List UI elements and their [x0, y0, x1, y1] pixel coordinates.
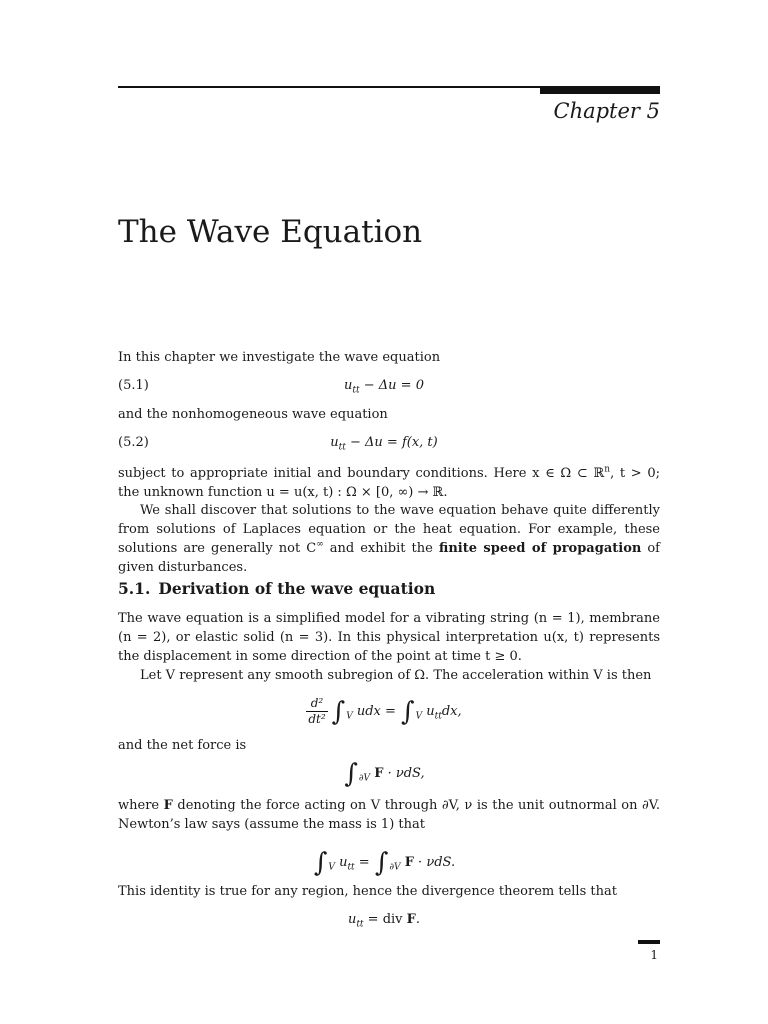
net-force-line: and the net force is — [118, 738, 247, 753]
equation-acceleration: $\frac{\text{d²}}{\text{dt²}}$ $\int_V$ udx = $\int_V$ $u_{tt}dx$, — [308, 696, 462, 727]
equation-newton: $\int_V$ $u_{tt} = \int_{\partial V}$ F · νdS. — [313, 848, 456, 878]
intro-line-1: In this chapter we investigate the wave equation — [118, 350, 441, 365]
chapter-label: Chapter 5 — [553, 99, 660, 123]
equation-divergence: $u_{tt}$ = div F. — [347, 912, 421, 930]
equation-number-5-1: (5.1) — [118, 378, 149, 393]
page-number: 1 — [650, 948, 658, 962]
section-paragraph-2: Let V represent any smooth subregion of Ω. The acceleration within V is then — [140, 668, 652, 683]
intro-paragraph-1: subject to appropriate initial and boundary conditions. Here x ∈ Ω ⊂ ℝ$^n$, t > 0; the unknown function u = u(x, t) : Ω × [0, ∞) → ℝ. — [118, 464, 660, 500]
equation-5-2: $u_{tt} - \Delta u = f(x$, t) — [330, 435, 438, 453]
identity-line: This identity is true for any region, hence the divergence theorem tells that — [118, 884, 617, 899]
equation-net-force: $\int_{\partial V}$ F · νdS, — [344, 759, 425, 789]
section-paragraph-3: where F denoting the force acting on V through ∂V, ν is the unit outnormal on ∂V. Newton’s law says (assume the mass is 1) that — [118, 798, 661, 832]
intro-line-2: and the nonhomogeneous wave equation — [118, 407, 388, 422]
page-number-bar — [638, 940, 660, 944]
section-heading: 5.1. Derivation of the wave equation — [118, 579, 436, 598]
equation-5-1: $u_{tt} - \Delta u = 0$ — [344, 378, 424, 396]
equation-number-5-2: (5.2) — [118, 435, 149, 450]
header-rule-accent — [540, 86, 660, 94]
section-paragraph-1: The wave equation is a simplified model for a vibrating string (n = 1), membrane (n = 2), or elastic solid (n = 3). In this physical interpretation u(x, t) represents the displacement in some direction of the point at time t ≥ 0. — [118, 611, 660, 664]
chapter-title: The Wave Equation — [118, 214, 423, 250]
derivative-fraction: $\frac{\text{d²}}{\text{dt²}}$ — [308, 696, 326, 726]
intro-paragraph-2: We shall discover that solutions to the wave equation behave quite differently from solutions of Laplaces equation or the heat equation. For example, these solutions are generally not C∞ and exhibit the finite speed of propagation of given disturbances. — [118, 503, 660, 575]
